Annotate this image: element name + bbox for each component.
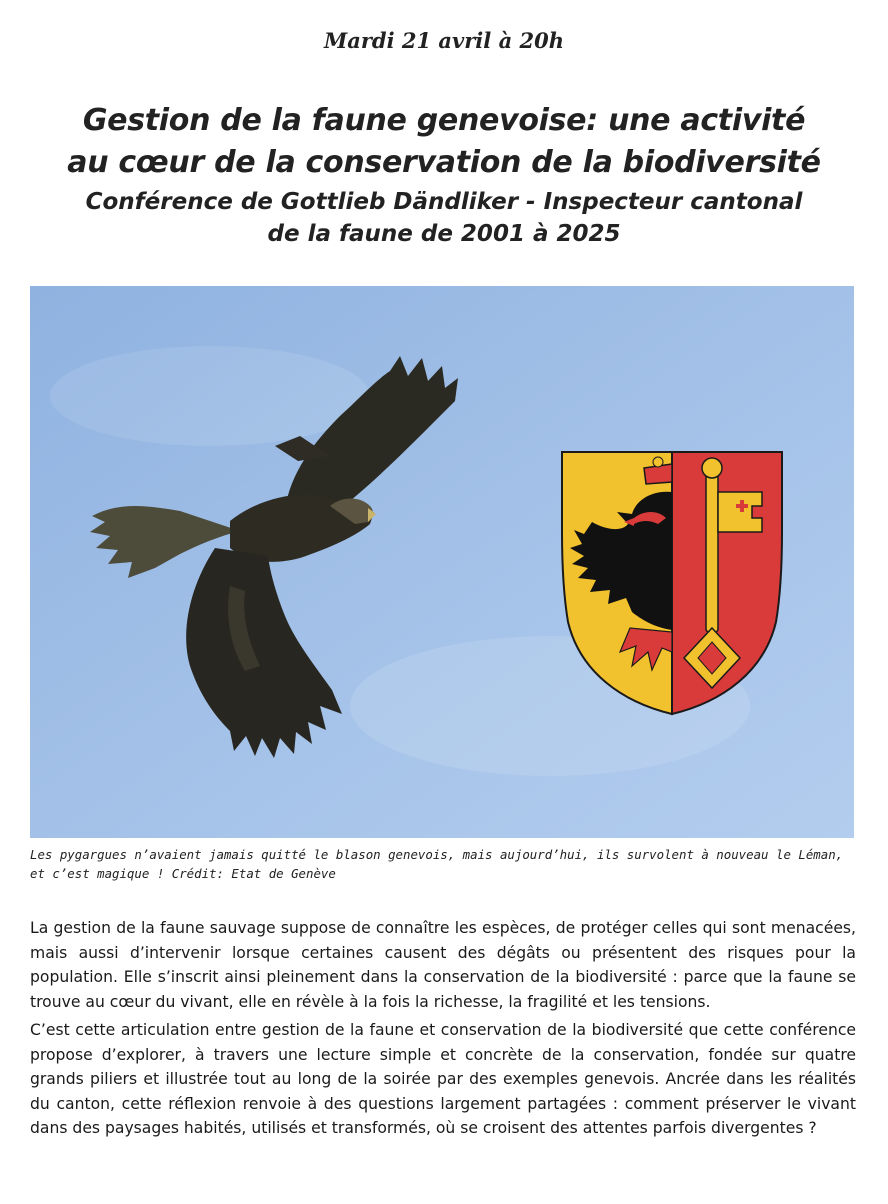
subtitle-line-1: Conférence de Gottlieb Dändliker - Inspecteur cantonal — [85, 189, 803, 215]
body-paragraph-1: La gestion de la faune sauvage suppose de connaître les espèces, de protéger celles qui sont menacées, mais aussi d’intervenir lorsque certaines causent des dégâts ou présentent des risques pour la population. Elle s’inscrit ainsi pleinement dans la conservation de la biodiversité : parce que la faune se trouve au cœur du vivant, elle en révèle à la fois la richesse, la fragilité et les tensions. — [30, 919, 856, 1011]
page-subtitle — [0, 186, 888, 250]
page-title — [0, 100, 888, 184]
caption-line-1: Les pygargues n’avaient jamais quitté le blason genevois, mais aujourd’hui, ils survolent à nouveau le Léman, — [30, 847, 844, 862]
caption-line-2: et c’est magique ! Crédit: Etat de Genève — [30, 866, 336, 881]
eagle-photo-illustration — [30, 286, 854, 838]
body-paragraph-2: C’est cette articulation entre gestion de la faune et conservation de la biodiversité que cette conférence propose d’explorer, à travers une lecture simple et concrète de la conservation, fondée sur quatre grands piliers et illustrée tout au long de la soirée par des exemples genevois. Ancrée dans les réalités du canton, cette réflexion renvoie à des questions largement partagées : comment préserver le vivant dans des paysages habités, utilisés et transformés, où se croisent des attentes parfois divergentes ? — [30, 1021, 856, 1137]
eagle-photo — [30, 286, 854, 838]
title-line-1: Gestion de la faune genevoise: une activité — [82, 103, 806, 138]
title-line-2: au cœur de la conservation de la biodiversité — [67, 145, 821, 180]
event-date: Mardi 21 avril à 20h — [324, 28, 564, 53]
subtitle-line-2: de la faune de 2001 à 2025 — [267, 221, 621, 247]
photo-caption — [30, 845, 860, 883]
